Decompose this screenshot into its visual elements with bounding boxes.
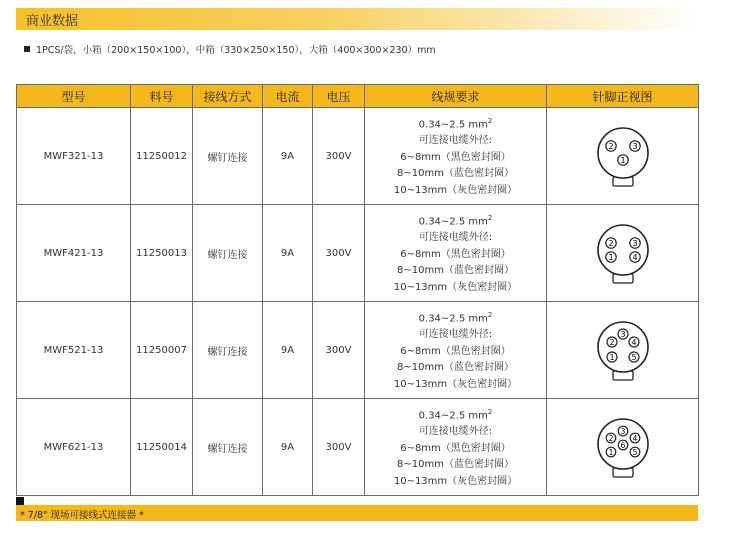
pin-1 (607, 352, 617, 362)
pin-4 (629, 252, 639, 262)
pin-label: 4 (630, 338, 637, 347)
cell-model: MWF321-13 (17, 108, 131, 205)
header-wiring: 接线方式 (193, 85, 263, 108)
pin-label: 2 (608, 434, 613, 443)
pin-label: 1 (619, 156, 626, 165)
cell-wiring: 螺钉连接 (193, 399, 263, 496)
cell-wire-spec (365, 399, 547, 496)
pin-3 (618, 426, 628, 436)
cell-current: 9A (263, 205, 313, 302)
wire-area: 0.34~2.5 mm (418, 312, 488, 324)
wire-area-sup: 2 (487, 407, 493, 416)
pin-label: 5 (630, 353, 637, 362)
wire-area: 0.34~2.5 mm (418, 118, 488, 130)
cell-wire-spec (365, 302, 547, 399)
header-voltage: 电压 (313, 85, 365, 108)
wire-area: 0.34~2.5 mm (418, 409, 488, 421)
header-wire-spec: 线规要求 (365, 85, 547, 108)
cell-current: 9A (263, 108, 313, 205)
pin-label: 4 (631, 253, 638, 262)
wire-gray-seal: 10~13mm（灰色密封圈） (393, 475, 518, 487)
pin-5 (629, 352, 639, 362)
wire-diameter-label: 可连接电缆外径: (418, 329, 493, 341)
pin-diagram-4 (588, 216, 658, 290)
wire-gray-seal: 10~13mm（灰色密封圈） (393, 184, 518, 196)
pin-4 (630, 433, 640, 443)
cell-wiring: 螺钉连接 (193, 108, 263, 205)
footer-corner-mark (16, 497, 24, 505)
wire-black-seal: 6~8mm（黑色密封圈） (400, 345, 511, 357)
spec-table (16, 84, 699, 496)
cell-part-number: 11250013 (131, 205, 193, 302)
table-header-row (17, 85, 699, 108)
cell-voltage: 300V (313, 399, 365, 496)
cell-wiring: 螺钉连接 (193, 205, 263, 302)
cell-wire-spec (365, 205, 547, 302)
header-part-number: 料号 (131, 85, 193, 108)
table-row (17, 399, 699, 496)
pin-label: 3 (619, 330, 626, 339)
cell-current: 9A (263, 399, 313, 496)
wire-area-sup: 2 (487, 213, 493, 222)
cell-current: 9A (263, 302, 313, 399)
packaging-text: 1PCS/袋，小箱（200×150×100），中箱（330×250×150），大箱（400×300×230）mm (36, 45, 436, 56)
wire-diameter-label: 可连接电缆外径: (418, 426, 493, 438)
footer-note: * 7/8" 现场可接线式连接器 * (20, 510, 144, 521)
header-model: 型号 (17, 85, 131, 108)
pin-5 (630, 447, 640, 457)
pin-label: 1 (608, 448, 613, 457)
pin-2 (605, 141, 615, 151)
pin-label: 2 (608, 338, 615, 347)
pin-3 (618, 329, 628, 339)
cell-voltage: 300V (313, 205, 365, 302)
cell-part-number: 11250014 (131, 399, 193, 496)
table-row (17, 108, 699, 205)
packaging-info (24, 42, 436, 56)
pin-1 (605, 252, 615, 262)
wire-diameter-label: 可连接电缆外径: (418, 135, 493, 147)
wire-black-seal: 6~8mm（黑色密封圈） (400, 442, 511, 454)
wire-area: 0.34~2.5 mm (418, 215, 488, 227)
pin-6 (618, 440, 628, 450)
wire-black-seal: 6~8mm（黑色密封圈） (400, 151, 511, 163)
wire-diameter-label: 可连接电缆外径: (418, 232, 493, 244)
pin-label: 3 (631, 142, 638, 151)
cell-pin-view (547, 205, 699, 302)
footer-bar (16, 505, 698, 521)
pin-diagram-3 (588, 119, 658, 193)
pin-3 (629, 238, 639, 248)
pin-3 (629, 141, 639, 151)
pin-label: 3 (620, 427, 625, 436)
pin-label: 1 (608, 353, 615, 362)
cell-voltage: 300V (313, 108, 365, 205)
cell-model: MWF421-13 (17, 205, 131, 302)
pin-label: 4 (632, 434, 637, 443)
header-current: 电流 (263, 85, 313, 108)
pin-label: 3 (631, 239, 638, 248)
cell-pin-view (547, 399, 699, 496)
pin-label: 1 (607, 253, 614, 262)
pin-label: 6 (620, 441, 625, 450)
pin-1 (606, 447, 616, 457)
square-bullet-icon (24, 46, 30, 52)
cell-model: MWF621-13 (17, 399, 131, 496)
pin-2 (606, 433, 616, 443)
pin-2 (607, 337, 617, 347)
wire-blue-seal: 8~10mm（蓝色密封圈） (397, 168, 514, 180)
wire-gray-seal: 10~13mm（灰色密封圈） (393, 378, 518, 390)
pin-4 (629, 337, 639, 347)
pin-label: 2 (607, 239, 614, 248)
wire-area-sup: 2 (487, 116, 493, 125)
section-title: 商业数据 (26, 14, 79, 29)
wire-blue-seal: 8~10mm（蓝色密封圈） (397, 265, 514, 277)
pin-diagram-6 (588, 410, 658, 484)
wire-black-seal: 6~8mm（黑色密封圈） (400, 248, 511, 260)
cell-part-number: 11250007 (131, 302, 193, 399)
wire-blue-seal: 8~10mm（蓝色密封圈） (397, 459, 514, 471)
pin-1 (617, 155, 627, 165)
table-row (17, 302, 699, 399)
wire-blue-seal: 8~10mm（蓝色密封圈） (397, 362, 514, 374)
pin-2 (605, 238, 615, 248)
pin-label: 5 (632, 448, 637, 457)
table-row (17, 205, 699, 302)
wire-area-sup: 2 (487, 310, 493, 319)
wire-gray-seal: 10~13mm（灰色密封圈） (393, 281, 518, 293)
cell-voltage: 300V (313, 302, 365, 399)
cell-part-number: 11250012 (131, 108, 193, 205)
pin-label: 2 (607, 142, 614, 151)
cell-wire-spec (365, 108, 547, 205)
cell-pin-view (547, 302, 699, 399)
section-header (16, 8, 698, 30)
cell-pin-view (547, 108, 699, 205)
cell-wiring: 螺钉连接 (193, 302, 263, 399)
header-pin-view: 针脚正视图 (547, 85, 699, 108)
pin-diagram-5 (588, 313, 658, 387)
cell-model: MWF521-13 (17, 302, 131, 399)
